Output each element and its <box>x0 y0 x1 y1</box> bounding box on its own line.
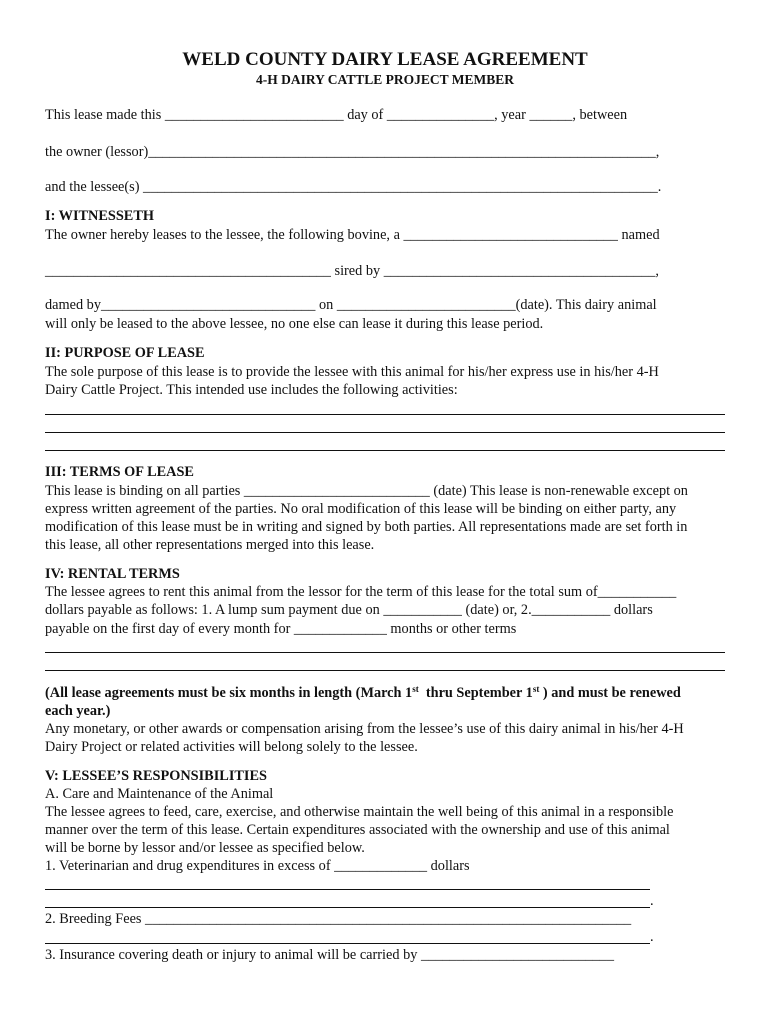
breeding-line-period: . <box>650 929 654 945</box>
responsibility-item-1: 1. Veterinarian and drug expenditures in excess of _____________ dollars <box>45 858 470 874</box>
note-text-a: (All lease agreements must be six months in length (March 1 <box>45 685 413 701</box>
section-3-line-3: modification of this lease must be in writing and signed by both parties. All representations made are set forth in <box>45 519 688 535</box>
lease-length-note-line-2: each year.) <box>45 703 111 719</box>
activities-blank-line-3[interactable] <box>45 450 725 451</box>
intro-line-lessee: and the lessee(s) ________________________________________________________________________. <box>45 179 662 195</box>
activities-blank-line-2[interactable] <box>45 432 725 433</box>
section-2-line-2: Dairy Cattle Project. This intended use includes the following activities: <box>45 382 458 398</box>
vet-line-period: . <box>650 893 654 909</box>
section-1-heading: I: WITNESSETH <box>45 208 154 224</box>
awards-line-2: Dairy Project or related activities will belong solely to the lessee. <box>45 739 418 755</box>
vet-blank-line-2[interactable] <box>45 907 650 908</box>
section-4-line-1: The lessee agrees to rent this animal from the lessor for the term of this lease for the total sum of___________ <box>45 584 677 600</box>
section-4-line-2: dollars payable as follows: 1. A lump sum payment due on ___________ (date) or, 2.___________ dollars <box>45 602 653 618</box>
other-terms-blank-line-2[interactable] <box>45 670 725 671</box>
section-5-line-2: manner over the term of this lease. Certain expenditures associated with the ownership and use of this animal <box>45 822 670 838</box>
section-1-line-4: will only be leased to the above lessee, no one else can lease it during this lease period. <box>45 316 544 332</box>
note-text-c: ) and must be renewed <box>539 685 681 701</box>
vet-blank-line-1[interactable] <box>45 889 650 890</box>
breeding-blank-line[interactable] <box>45 943 650 944</box>
lease-length-note <box>45 685 735 702</box>
responsibility-item-3: 3. Insurance covering death or injury to animal will be carried by ___________________________ <box>45 947 614 963</box>
awards-line-1: Any monetary, or other awards or compensation arising from the lessee’s use of this dairy animal in his/her 4-H <box>45 721 684 737</box>
section-2-heading: II: PURPOSE OF LEASE <box>45 345 205 361</box>
section-2-line-1: The sole purpose of this lease is to provide the lessee with this animal for his/her express use in his/her 4-H <box>45 364 659 380</box>
note-superscript-1: st <box>412 684 419 694</box>
section-5-heading: V: LESSEE’S RESPONSIBILITIES <box>45 768 267 784</box>
document-subtitle: 4-H DAIRY CATTLE PROJECT MEMBER <box>255 72 515 87</box>
section-5-subheading: A. Care and Maintenance of the Animal <box>45 786 274 802</box>
other-terms-blank-line-1[interactable] <box>45 652 725 653</box>
document-title: WELD COUNTY DAIRY LEASE AGREEMENT <box>182 49 588 70</box>
section-5-line-3: will be borne by lessor and/or lessee as specified below. <box>45 840 365 856</box>
intro-line-owner: the owner (lessor)_______________________________________________________________________, <box>45 144 660 160</box>
note-text-b: thru September 1 <box>418 685 533 701</box>
section-3-line-4: this lease, all other representations merged into this lease. <box>45 537 375 553</box>
section-1-line-3: damed by______________________________ on _________________________(date). This dairy animal <box>45 297 657 313</box>
activities-blank-line-1[interactable] <box>45 414 725 415</box>
responsibility-item-2: 2. Breeding Fees ____________________________________________________________________ <box>45 911 632 927</box>
section-3-line-2: express written agreement of the parties. No oral modification of this lease will be binding on either party, any <box>45 501 677 517</box>
intro-line-date: This lease made this _________________________ day of _______________, year ______, between <box>45 107 628 123</box>
section-1-line-2: ________________________________________ sired by ______________________________________, <box>45 263 659 279</box>
section-3-line-1: This lease is binding on all parties __________________________ (date) This lease is non-renewable except on <box>45 483 688 499</box>
section-3-heading: III: TERMS OF LEASE <box>45 464 194 480</box>
note-superscript-2: st <box>532 684 540 694</box>
section-4-heading: IV: RENTAL TERMS <box>45 566 180 582</box>
section-5-line-1: The lessee agrees to feed, care, exercise, and otherwise maintain the well being of this animal in a responsible <box>45 804 674 820</box>
section-4-line-3: payable on the first day of every month for _____________ months or other terms <box>45 621 517 637</box>
section-1-line-1: The owner hereby leases to the lessee, the following bovine, a ______________________________ named <box>45 227 660 243</box>
